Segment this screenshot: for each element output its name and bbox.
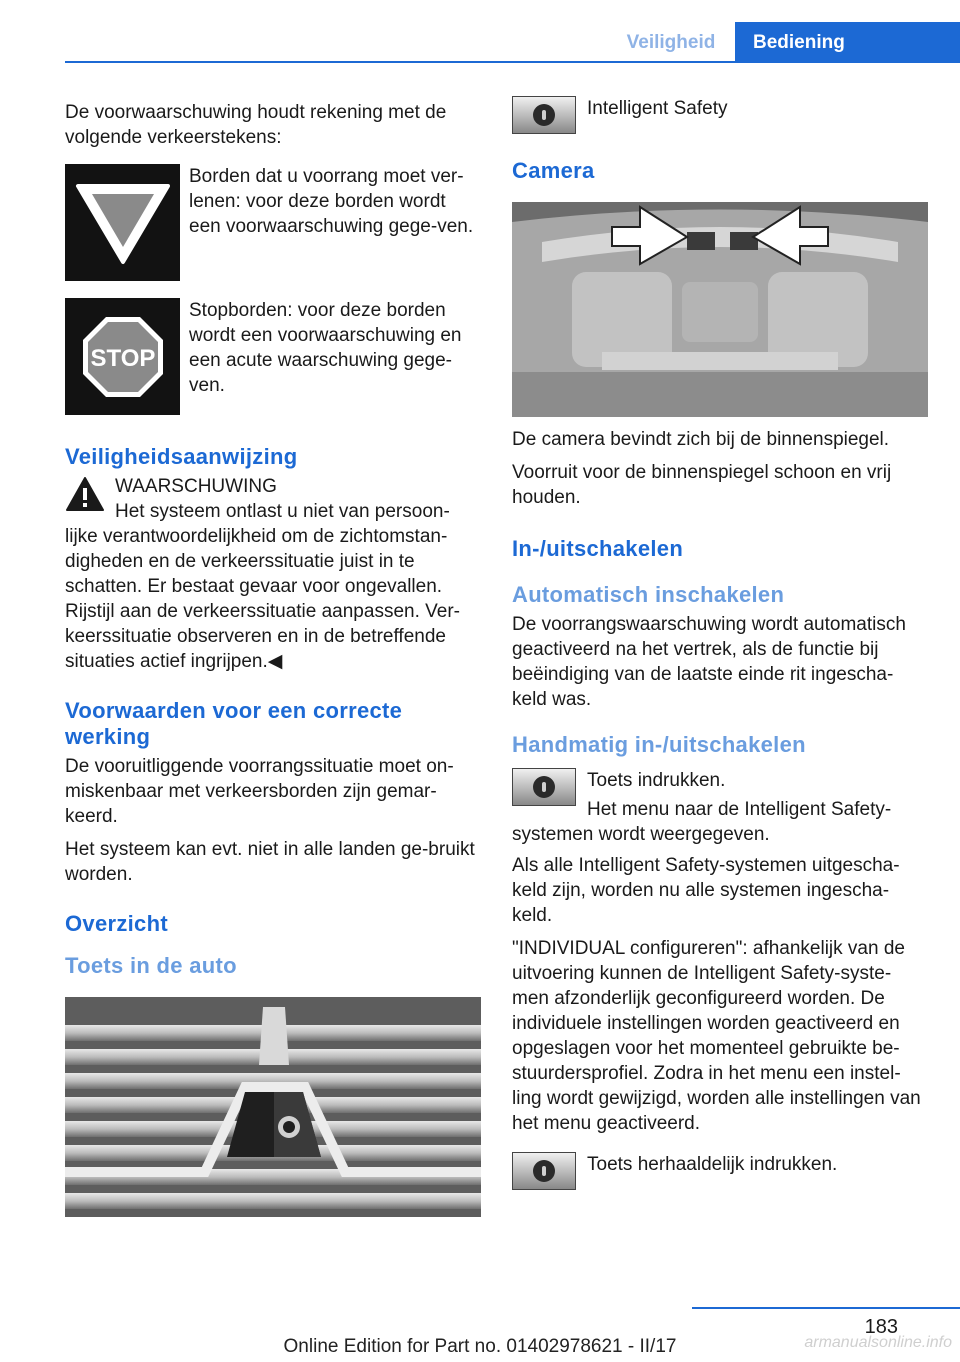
right-column xyxy=(512,100,928,1194)
heading-camera: Camera xyxy=(512,158,595,183)
header-tab-veiligheid[interactable]: Veiligheid xyxy=(626,31,716,53)
manual-paragraph-1: Als alle Intelligent Safety-systemen uitgescha‐keld zijn, worden nu alle systemen ingescha‐keld. xyxy=(512,855,900,926)
footer-rule xyxy=(692,1307,960,1309)
camera-paragraph-1: De camera bevindt zich bij de binnenspiegel. xyxy=(512,429,890,450)
warning-block xyxy=(65,474,481,674)
stop-sign-label: STOP xyxy=(90,344,155,372)
stop-sign-text: Stopborden: voor deze borden wordt een voorwaarschuwing en een acute waarschuwing gege‐ven. xyxy=(189,300,462,396)
left-column xyxy=(65,100,481,1217)
stop-sign-icon xyxy=(81,315,165,399)
stop-sign-row xyxy=(65,298,481,418)
heading-on-off: In-/uitschakelen xyxy=(512,536,684,561)
header-tab-bediening[interactable]: Bediening xyxy=(735,22,960,63)
press-button-description: Het menu naar de Intelligent Safety-systemen wordt weergegeven. xyxy=(512,799,892,845)
dashboard-grille-illustration xyxy=(65,997,481,1217)
camera-location-photo xyxy=(512,202,928,417)
watermark: armanualsonline.info xyxy=(804,1334,952,1351)
heading-conditions: Voorwaarden voor een correcte werking xyxy=(65,698,403,749)
manual-paragraph-2: "INDIVIDUAL configureren": afhankelijk van de uitvoering kunnen de Intelligent Safety-syste‐men afzonderlijk geconfigureerd worden. De individuele instellingen worden geactiveerd en opgeslagen voor het momenteel gebruikte be‐stuurdersprofiel. Zodra in het menu een instel‐ling wordt gewijzigd, worden alle instellingen van het menu geactiveerd. xyxy=(512,938,921,1134)
conditions-paragraph-2: Het systeem kan evt. niet in alle landen ge‐bruikt worden. xyxy=(65,839,475,885)
yield-sign-icon xyxy=(74,180,172,266)
intro-paragraph: De voorwaarschuwing houdt rekening met de volgende verkeerstekens: xyxy=(65,102,447,148)
intelligent-safety-button-icon xyxy=(512,96,576,134)
press-repeat-row xyxy=(512,1150,928,1194)
heading-manual-on-off: Handmatig in-/uitschakelen xyxy=(512,732,806,757)
safety-button-icon-repeat xyxy=(512,1152,576,1190)
page-number: 183 xyxy=(864,1316,898,1338)
press-repeat-text: Toets herhaaldelijk indrukken. xyxy=(587,1154,838,1175)
heading-safety-notice: Veiligheidsaanwijzing xyxy=(65,444,298,469)
yield-sign-image xyxy=(65,164,180,281)
footer-edition: Online Edition for Part no. 01402978621 - II/17 xyxy=(283,1336,677,1357)
automatic-paragraph: De voorrangswaarschuwing wordt automatisch geactiveerd na het vertrek, als de functie bij beëindiging van de laatste einde rit ingescha‐keld was. xyxy=(512,614,906,710)
stop-sign-image xyxy=(65,298,180,415)
warning-title: WAARSCHUWING xyxy=(115,476,277,497)
dashboard-button-photo xyxy=(65,997,481,1217)
warning-text: lijke verantwoordelijkheid om de zichtomstan‐digheden en de verkeerssituatie juist in te schatten. Er bestaat gevaar voor ongevallen. Rijstijl aan de verkeerssituatie aanpassen. Ver‐keerssituatie observeren en in de betreffende situaties actief ingrijpen.◀ xyxy=(65,526,460,672)
intelligent-safety-row xyxy=(512,94,928,138)
warning-first-line: Het systeem ontlast u niet van persoon‐ xyxy=(115,501,450,522)
conditions-paragraph-1: De vooruitliggende voorrangssituatie moet on‐miskenbaar met verkeersborden zijn gemar‐keerd. xyxy=(65,756,454,827)
yield-sign-row xyxy=(65,164,481,284)
header-rule xyxy=(65,61,960,63)
car-interior-illustration xyxy=(512,202,928,417)
press-button-row xyxy=(512,766,928,847)
press-button-text: Toets indrukken. xyxy=(587,770,726,791)
yield-sign-text: Borden dat u voorrang moet ver‐lenen: voor deze borden wordt een voorwaarschuwing gege‐ven. xyxy=(189,166,474,237)
intelligent-safety-label: Intelligent Safety xyxy=(587,98,728,119)
heading-overview: Overzicht xyxy=(65,911,168,936)
heading-button-in-car: Toets in de auto xyxy=(65,953,237,978)
safety-button-icon xyxy=(512,768,576,806)
warning-triangle-icon xyxy=(65,476,105,512)
camera-paragraph-2: Voorruit voor de binnenspiegel schoon en vrij houden. xyxy=(512,462,892,508)
heading-automatic-on: Automatisch inschakelen xyxy=(512,582,785,607)
